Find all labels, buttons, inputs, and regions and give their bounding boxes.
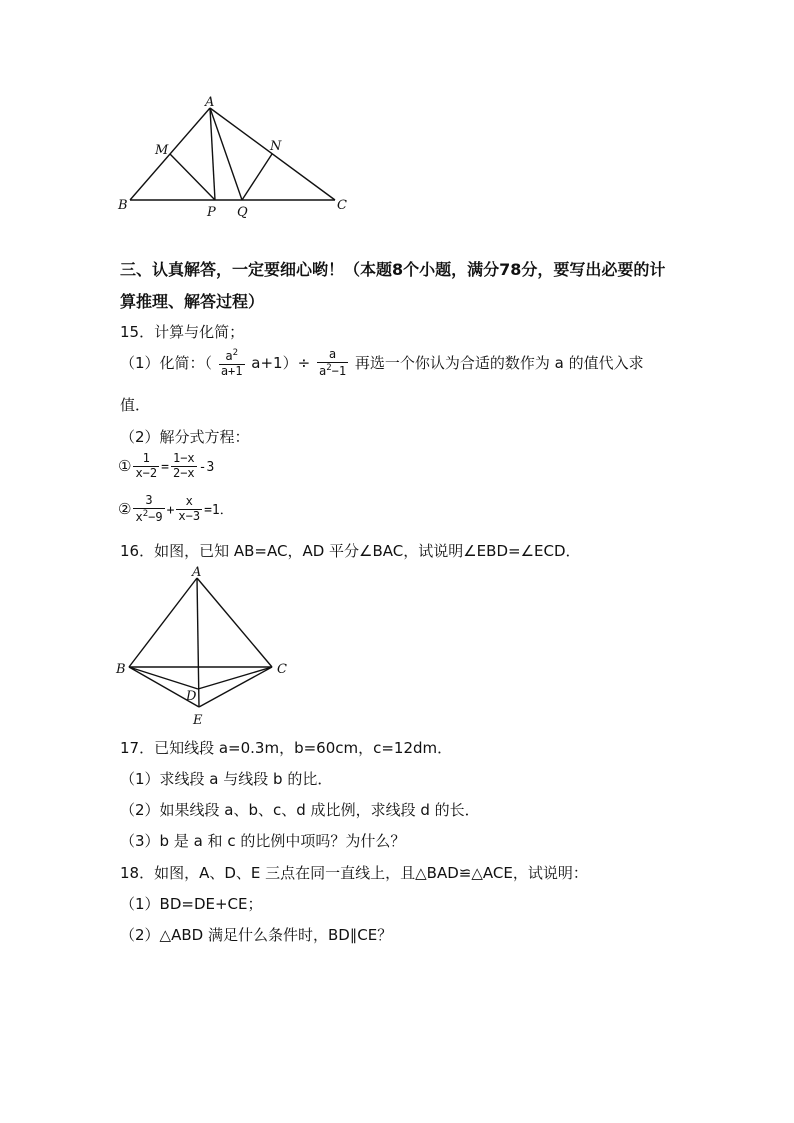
- segment-ae: [197, 578, 199, 707]
- figure-triangle-mn-pq: [110, 92, 360, 222]
- q15-part1-prefix: （1）化简：（: [120, 353, 213, 372]
- q15-equation-1: ① $\frac{1}{x-2}$ = $\frac{1-x}{2-x}$ -3: [118, 451, 215, 480]
- q17-part1: （1）求线段 a 与线段 b 的比．: [120, 770, 333, 788]
- label-m: M: [155, 143, 169, 158]
- label-b: B: [118, 198, 128, 213]
- label-n: N: [270, 139, 282, 154]
- label-a: A: [205, 95, 215, 110]
- eq1-marker: ①: [118, 456, 132, 475]
- q15-part1: [120, 348, 644, 379]
- q17-title: 17．已知线段 a=0.3m，b=60cm，c=12dm．: [120, 739, 453, 757]
- section-heading-line2: 算推理、解答过程）: [120, 292, 265, 311]
- eq1-fraction-left: $\frac{1}{x-2}$: [135, 451, 158, 480]
- q18-part1: （1）BD=DE+CE；: [120, 895, 263, 913]
- segment-ce: [199, 667, 272, 707]
- figure-kite-abcde: [112, 562, 302, 730]
- label-p: P: [207, 205, 216, 220]
- q15-part1-mid: a+1）÷: [251, 353, 311, 372]
- q17-part2: （2）如果线段 a、b、c、d 成比例，求线段 d 的长．: [120, 801, 480, 819]
- segment-ac: [197, 578, 272, 667]
- segment-cd: [198, 667, 272, 689]
- segment-bd: [129, 667, 198, 689]
- label-c: C: [337, 198, 347, 213]
- eq2-marker: ②: [118, 499, 132, 518]
- q15-equation-2: ② $\frac{3}{x^2-9}$ + $\frac{x}{x-3}$ =1．: [118, 493, 233, 524]
- label-e: E: [193, 713, 203, 728]
- label-b: B: [116, 662, 126, 677]
- q18-title: 18．如图，A、D、E 三点在同一直线上，且△BAD≌△ACE，试说明：: [120, 864, 588, 882]
- q17-part3: （3）b 是 a 和 c 的比例中项吗？为什么？: [120, 832, 406, 850]
- label-d: D: [186, 689, 197, 704]
- q15-fraction-a2-over-a1: $\frac{a^2}{a+1}$: [220, 348, 243, 378]
- q15-part1-suffix: 再选一个你认为合适的数作为 a 的值代入求: [354, 353, 644, 372]
- label-q: Q: [237, 205, 248, 220]
- eq1-fraction-right: $\frac{1-x}{2-x}$: [172, 451, 195, 480]
- label-c: C: [277, 662, 287, 677]
- label-a: A: [192, 565, 202, 580]
- segment-nq: [242, 154, 272, 200]
- q16-title: 16．如图，已知 AB=AC，AD 平分∠BAC，试说明∠EBD=∠ECD．: [120, 542, 581, 560]
- segment-mp: [170, 154, 215, 200]
- eq2-fraction-right: $\frac{x}{x-3}$: [178, 494, 201, 523]
- q15-part1-line2: 值．: [120, 396, 151, 414]
- q15-fraction-a-over-a2-1: $\frac{a}{a^2-1}$: [318, 347, 347, 378]
- segment-ac: [210, 108, 335, 200]
- eq2-fraction-left: $\frac{3}{x^2-9}$: [135, 493, 163, 524]
- q15-part2-title: （2）解分式方程：: [120, 428, 250, 446]
- q18-part2: （2）△ABD 满足什么条件时，BD∥CE？: [120, 926, 393, 944]
- section-heading-line1: 三、认真解答，一定要细心哟！（本题8个小题，满分78分，要写出必要的计: [120, 260, 666, 279]
- q15-title: 15．计算与化简；: [120, 323, 245, 341]
- segment-ab: [129, 578, 197, 667]
